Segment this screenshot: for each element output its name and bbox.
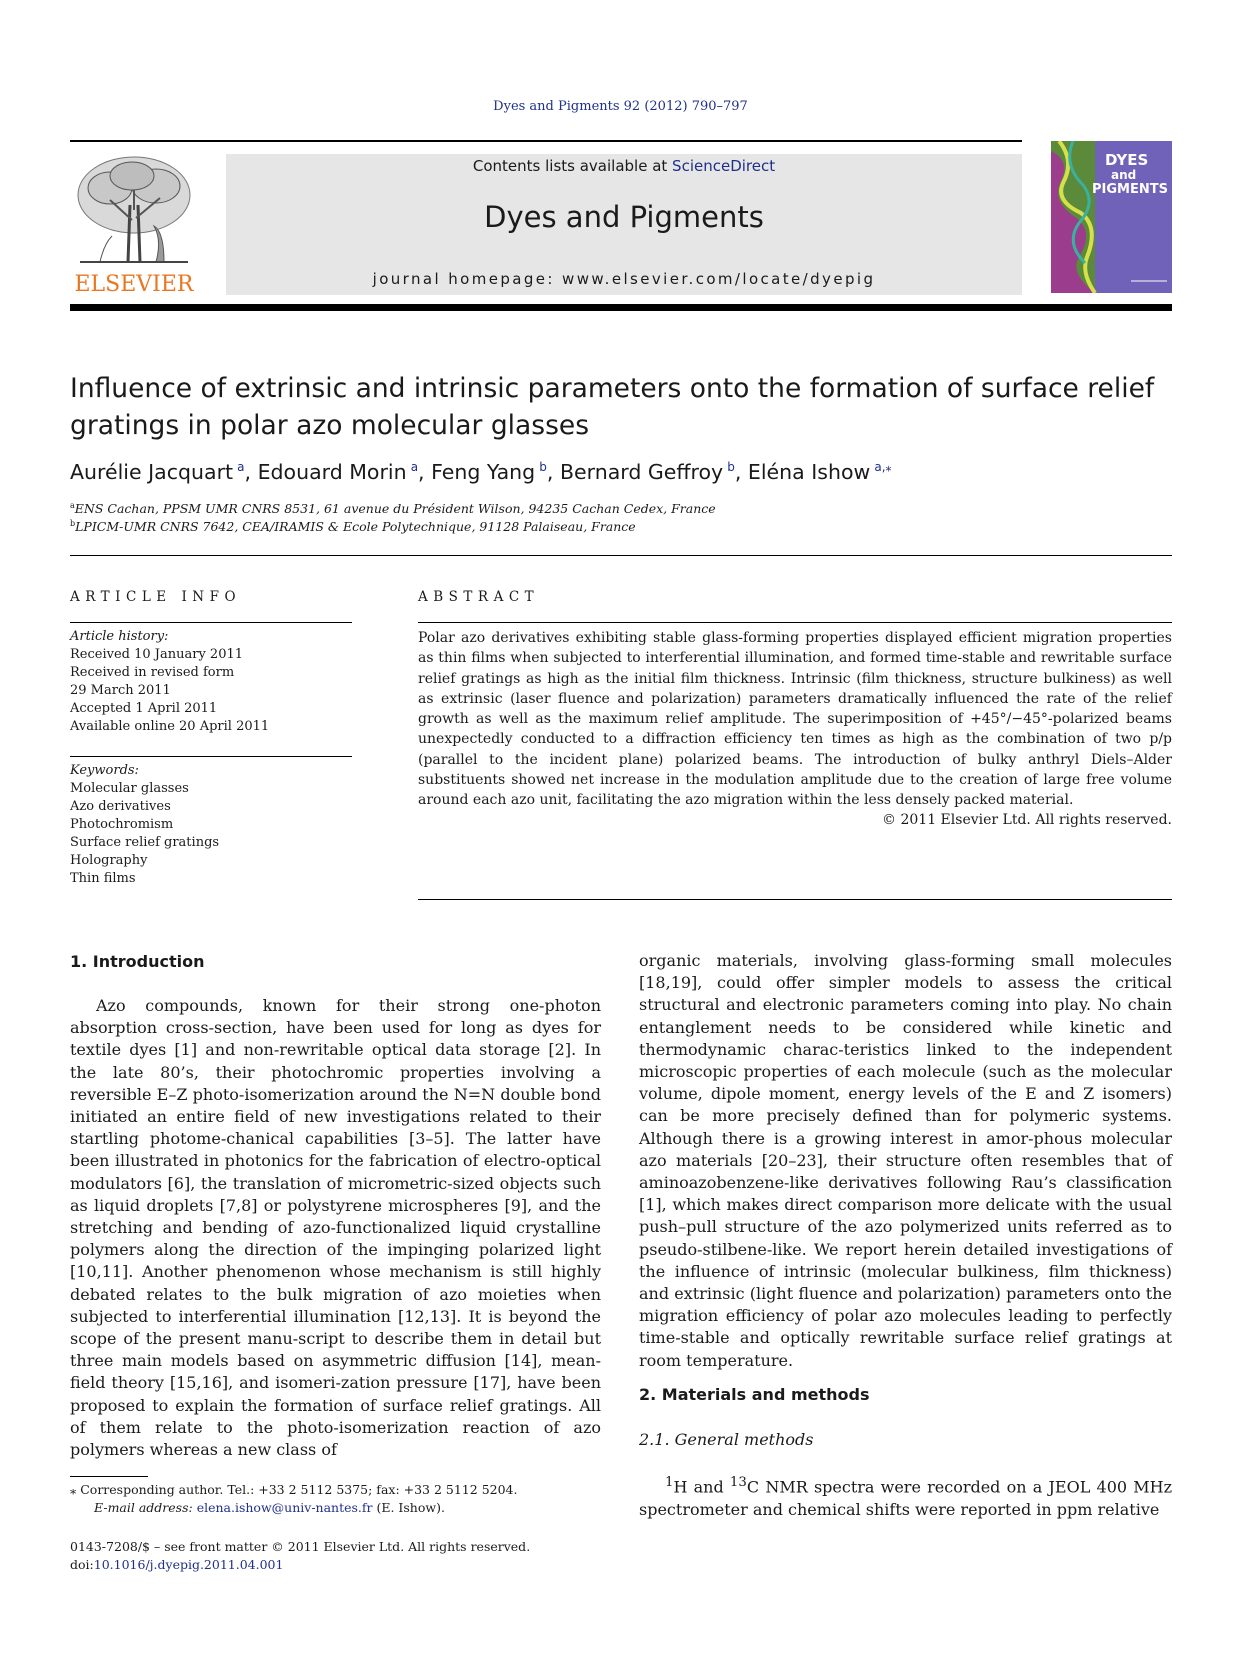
title-divider	[70, 555, 1172, 556]
introduction-paragraph: Azo compounds, known for their strong one-photon absorption cross-section, have been used for long as dyes for textile dyes [1] and non-rewritable optical data storage [2]. In the late 80’s, their photochromic properties involving a reversible E–Z photo-isomerization around the N=N double bond initiated an entire field of new investigations related to their startling photome-chanical capabilities [3–5]. The latter have been illustrated in photonics for the fabrication of electro-optical modulators [6], the translation of micrometric-sized objects such as liquid droplets [7,8] or polystyrene microspheres [9], and the stretching and bending of azo-functionalized liquid crystalline polymers along the direction of the impinging polarized light [10,11]. Another phenomenon whose mechanism is still highly debated relates to the bulk migration of azo moieties when subjected to interferential illumination [12,13]. It is beyond the scope of the present manu-script to describe them in detail but three main models based on asymmetric diffusion [14], mean-field theory [15,16], and isomeri-zation pressure [17], have been proposed to explain the formation of surface relief gratings. All of them relate to the photo-isomerization reaction of azo polymers whereas a new class of	[70, 996, 601, 1460]
abstract-text: Polar azo derivatives exhibiting stable glass-forming properties displayed efficient migration properties as thin films when subjected to interferential illumination, and formed time-stable and rewritable surface relief gratings as high as the initial film thickness. Intrinsic (film thickness, structure bulkiness) as well as extrinsic (laser fluence and polarization) parameters dramatically influenced the rate of the relief growth as well as the maximum relief amplitude. The superimposition of +45°/−45°-polarized beams unexpectedly conducted to a diffraction efficiency ten times as high as the combination of two p/p (parallel to the incident plane) polarized beams. The introduction of bulky anthryl Diels–Alder substituents showed net increase in the modulation amplitude due to the creation of large free volume around each azo unit, facilitating the azo migration within the less densely packed material.	[418, 630, 1172, 809]
affiliation-text: ENS Cachan, PPSM UMR CNRS 8531, 61 avenue du Président Wilson, 94235 Cachan Cedex, France	[74, 501, 716, 517]
author-affil-mark[interactable]: a	[237, 460, 245, 475]
author-name[interactable]: Edouard Morin	[257, 460, 407, 484]
keywords-label: Keywords:	[70, 763, 139, 778]
affiliation-a	[70, 501, 716, 516]
abstract-rule-top	[418, 622, 1172, 623]
keyword: Thin films	[70, 871, 136, 886]
materials-methods-heading: 2. Materials and methods	[639, 1385, 870, 1404]
general-methods-text	[639, 1472, 1172, 1521]
cover-text-2: and	[1111, 168, 1137, 182]
author-affil-mark[interactable]: a,⁎	[874, 460, 892, 475]
nmr-isotope-13c: 13	[729, 1475, 747, 1490]
abstract-rule-bottom	[418, 899, 1172, 900]
footnote-rule	[70, 1476, 148, 1477]
general-methods-paragraph	[639, 1472, 1172, 1521]
issn-note: 0143-7208/$ – see front matter © 2011 Elsevier Ltd. All rights reserved.	[70, 1539, 531, 1554]
history-item: Available online 20 April 2011	[70, 719, 270, 734]
cover-text-3: PIGMENTS	[1092, 182, 1168, 197]
elsevier-logo[interactable]	[70, 150, 198, 298]
cover-text-1: DYES	[1105, 151, 1149, 169]
author-name[interactable]: Feng Yang	[431, 460, 536, 484]
doi-note	[70, 1556, 283, 1574]
nmr-text-a: H and	[673, 1477, 730, 1497]
nmr-isotope-1h: 1	[665, 1475, 674, 1490]
author-affil-mark[interactable]: a	[410, 460, 419, 475]
journal-citation[interactable]: Dyes and Pigments 92 (2012) 790–797	[493, 99, 748, 114]
email-note	[94, 1499, 445, 1517]
author-list: Aurélie Jacquart $^a$, Edouard Morin $^a$, Feng Yang $^b$, Bernard Geffroy $^b$, Eléna Ishow $^{a,⁎}$	[70, 460, 892, 484]
nmr-text-b: C NMR spectra were recorded on a JEOL 400 MHz spectrometer and chemical shifts were reported in ppm relative	[639, 1477, 1173, 1519]
header-rule	[70, 140, 1022, 142]
affiliation-mark: a	[70, 501, 75, 510]
affiliation-text: LPICM-UMR CNRS 7642, CEA/IRAMIS & Ecole Polytechnique, 91128 Palaiseau, France	[75, 519, 636, 535]
elsevier-tree-icon	[70, 150, 198, 298]
journal-title: Dyes and Pigments	[484, 200, 764, 234]
contents-line	[226, 157, 1022, 175]
sciencedirect-link[interactable]: ScienceDirect	[672, 157, 776, 175]
author-name[interactable]: Eléna Ishow	[747, 460, 871, 484]
keyword: Surface relief gratings	[70, 835, 220, 850]
journal-cover[interactable]	[1051, 141, 1172, 293]
keywords-rule	[70, 756, 352, 757]
affiliation-b	[70, 519, 636, 534]
author-name[interactable]: Bernard Geffroy	[559, 460, 724, 484]
history-item: 29 March 2011	[70, 683, 171, 698]
history-item: Accepted 1 April 2011	[70, 701, 218, 716]
doi-link[interactable]: 10.1016/j.dyepig.2011.04.001	[93, 1557, 284, 1572]
journal-homepage[interactable]: journal homepage: www.elsevier.com/locate/dyepig	[372, 270, 876, 288]
doi-label: doi:	[70, 1557, 94, 1572]
corresponding-author-note: ⁎ Corresponding author. Tel.: +33 2 5112 5375; fax: +33 2 5112 5204.	[70, 1482, 518, 1497]
history-label: Article history:	[70, 629, 169, 644]
introduction-paragraph-continued: organic materials, involving glass-forming small molecules [18,19], could offer simpler models to assess the critical structural and electronic parameters coming into play. No chain entanglement needs to be considered while kinetic and thermodynamic charac-teristics linked to the independent microscopic properties of each molecule (such as the molecular volume, dipole moment, energy levels of the E and Z isomers) can be more precisely defined than for polymeric systems. Although there is a growing interest in amor-phous molecular azo materials [20–23], their structure often resembles that of aminoazobenzene-like derivatives following Rau’s classification [1], which makes direct comparison more delicate with the usual push–pull structure of the azo polymerized units referred as to pseudo-stilbene-like. We report herein detailed investigations of the influence of intrinsic (molecular bulkiness, film thickness) and extrinsic (light fluence and polarization) parameters onto the migration efficiency of polar azo molecules leading to perfectly time-stable and optically rewritable surface relief gratings at room temperature.	[639, 951, 1172, 1370]
introduction-column-left	[70, 995, 601, 1461]
journal-cover-image	[1051, 141, 1172, 293]
affiliation-mark: b	[70, 519, 76, 528]
author-affil-mark[interactable]: b	[539, 460, 547, 475]
article-info-rule	[70, 622, 352, 623]
email-suffix: (E. Ishow).	[372, 1500, 445, 1515]
contents-prefix: Contents lists available at	[472, 157, 673, 175]
author-name[interactable]: Aurélie Jacquart	[70, 460, 234, 484]
email-link[interactable]: elena.ishow@univ-nantes.fr	[196, 1500, 373, 1515]
keyword: Molecular glasses	[70, 781, 189, 796]
email-label: E-mail address:	[94, 1500, 197, 1515]
abstract-heading: ABSTRACT	[418, 589, 540, 605]
introduction-heading: 1. Introduction	[70, 952, 205, 971]
keyword: Photochromism	[70, 817, 174, 832]
journal-masthead	[226, 154, 1022, 295]
keywords-list	[70, 762, 219, 888]
author-affil-mark[interactable]: b	[727, 460, 735, 475]
history-item: Received 10 January 2011	[70, 647, 244, 662]
keyword: Holography	[70, 853, 148, 868]
article-title: Influence of extrinsic and intrinsic parameters onto the formation of surface relief gratings in polar azo molecular glasses	[70, 373, 1155, 441]
general-methods-heading: 2.1. General methods	[639, 1430, 814, 1449]
introduction-column-right	[639, 950, 1172, 1372]
header-thick-rule	[70, 304, 1172, 311]
svg-text:ELSEVIER: ELSEVIER	[74, 272, 194, 297]
article-history	[70, 628, 269, 736]
history-item: Received in revised form	[70, 665, 235, 680]
article-info-heading: ARTICLE INFO	[70, 589, 242, 605]
keyword: Azo derivatives	[70, 799, 171, 814]
abstract-copyright: © 2011 Elsevier Ltd. All rights reserved.	[882, 812, 1172, 828]
